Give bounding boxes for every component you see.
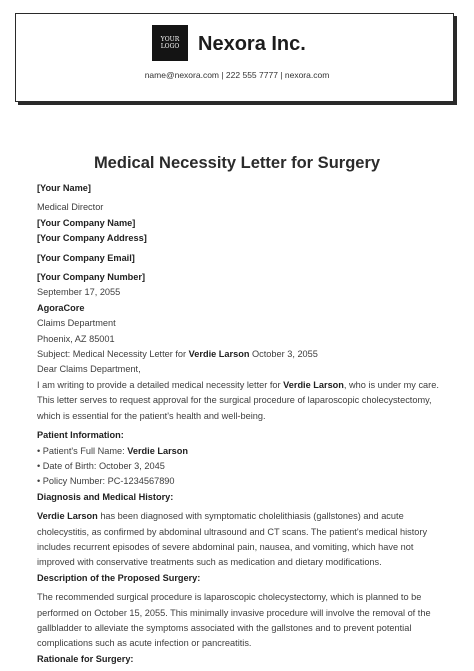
sender-company-name: [Your Company Name]	[37, 217, 136, 228]
contact-line: name@nexora.com | 222 555 7777 | nexora.com	[144, 70, 330, 80]
patient-full-name-label: • Patient's Full Name:	[37, 445, 128, 456]
diagnosis-heading: Diagnosis and Medical History:	[37, 491, 174, 502]
letterhead	[15, 13, 454, 102]
letter-date: September 17, 2055	[37, 287, 121, 298]
company-logo: YOUR LOGO	[152, 25, 188, 61]
patient-full-name-value: Verdie Larson	[127, 445, 189, 456]
diagnosis-text: has been diagnosed with symptomatic cholelithiasis (gallstones) and acute cholecystitis, as confirmed by abdominal ultrasound and CT scans. The patient's medical history includes recurrent episodes of severe abdominal pain, nausea, and vomiting, which have not improved with conservative treatments such as medication and dietary modifications.	[37, 511, 428, 568]
patient-policy: • Policy Number: PC-1234567890	[37, 476, 175, 487]
sender-name: [Your Name]	[37, 183, 91, 193]
recipient-city: Phoenix, AZ 85001	[37, 333, 115, 344]
document-title: Medical Necessity Letter for Surgery	[93, 154, 381, 172]
procedure-heading: Description of the Proposed Surgery:	[37, 572, 201, 583]
recipient-company: AgoraCore	[37, 302, 85, 313]
patient-info-heading: Patient Information:	[37, 430, 124, 441]
intro-suffix: , who is under my care. This letter serves to request approval for the surgical procedure of laparoscopic cholecystectomy, which is essential for the patient's health and well-being.	[37, 379, 439, 421]
sender-company-number: [Your Company Number]	[37, 272, 146, 283]
procedure-paragraph: The recommended surgical procedure is laparoscopic cholecystectomy, which is planned to be performed on October 15, 2055. This minimally invasive procedure will involve the removal of the gallbladder to alleviate the symptoms associated with the gallstones and to prevent potential complications such as acute infection or pancreatitis.	[37, 592, 431, 649]
recipient-department: Claims Department	[37, 318, 116, 329]
sender-company-email: [Your Company Email]	[37, 252, 135, 263]
patient-full-name	[37, 444, 442, 459]
sender-position: Medical Director	[37, 202, 104, 213]
letter-body	[37, 181, 442, 667]
diagnosis-paragraph	[37, 509, 442, 571]
diagnosis-patient: Verdie Larson	[37, 511, 98, 522]
company-name: Nexora Inc.	[198, 33, 306, 55]
intro-paragraph	[37, 378, 442, 424]
subject-line	[37, 347, 442, 362]
sender-company-address: [Your Company Address]	[37, 233, 147, 244]
subject-suffix: October 3, 2055	[249, 349, 318, 360]
intro-patient: Verdie Larson	[283, 379, 344, 390]
subject-prefix: Subject: Medical Necessity Letter for	[37, 349, 189, 360]
rationale-heading: Rationale for Surgery:	[37, 653, 134, 664]
subject-patient: Verdie Larson	[188, 349, 250, 360]
patient-dob: • Date of Birth: October 3, 2045	[37, 460, 165, 471]
intro-prefix: I am writing to provide a detailed medical necessity letter for	[37, 379, 284, 390]
salutation: Dear Claims Department,	[37, 364, 141, 375]
